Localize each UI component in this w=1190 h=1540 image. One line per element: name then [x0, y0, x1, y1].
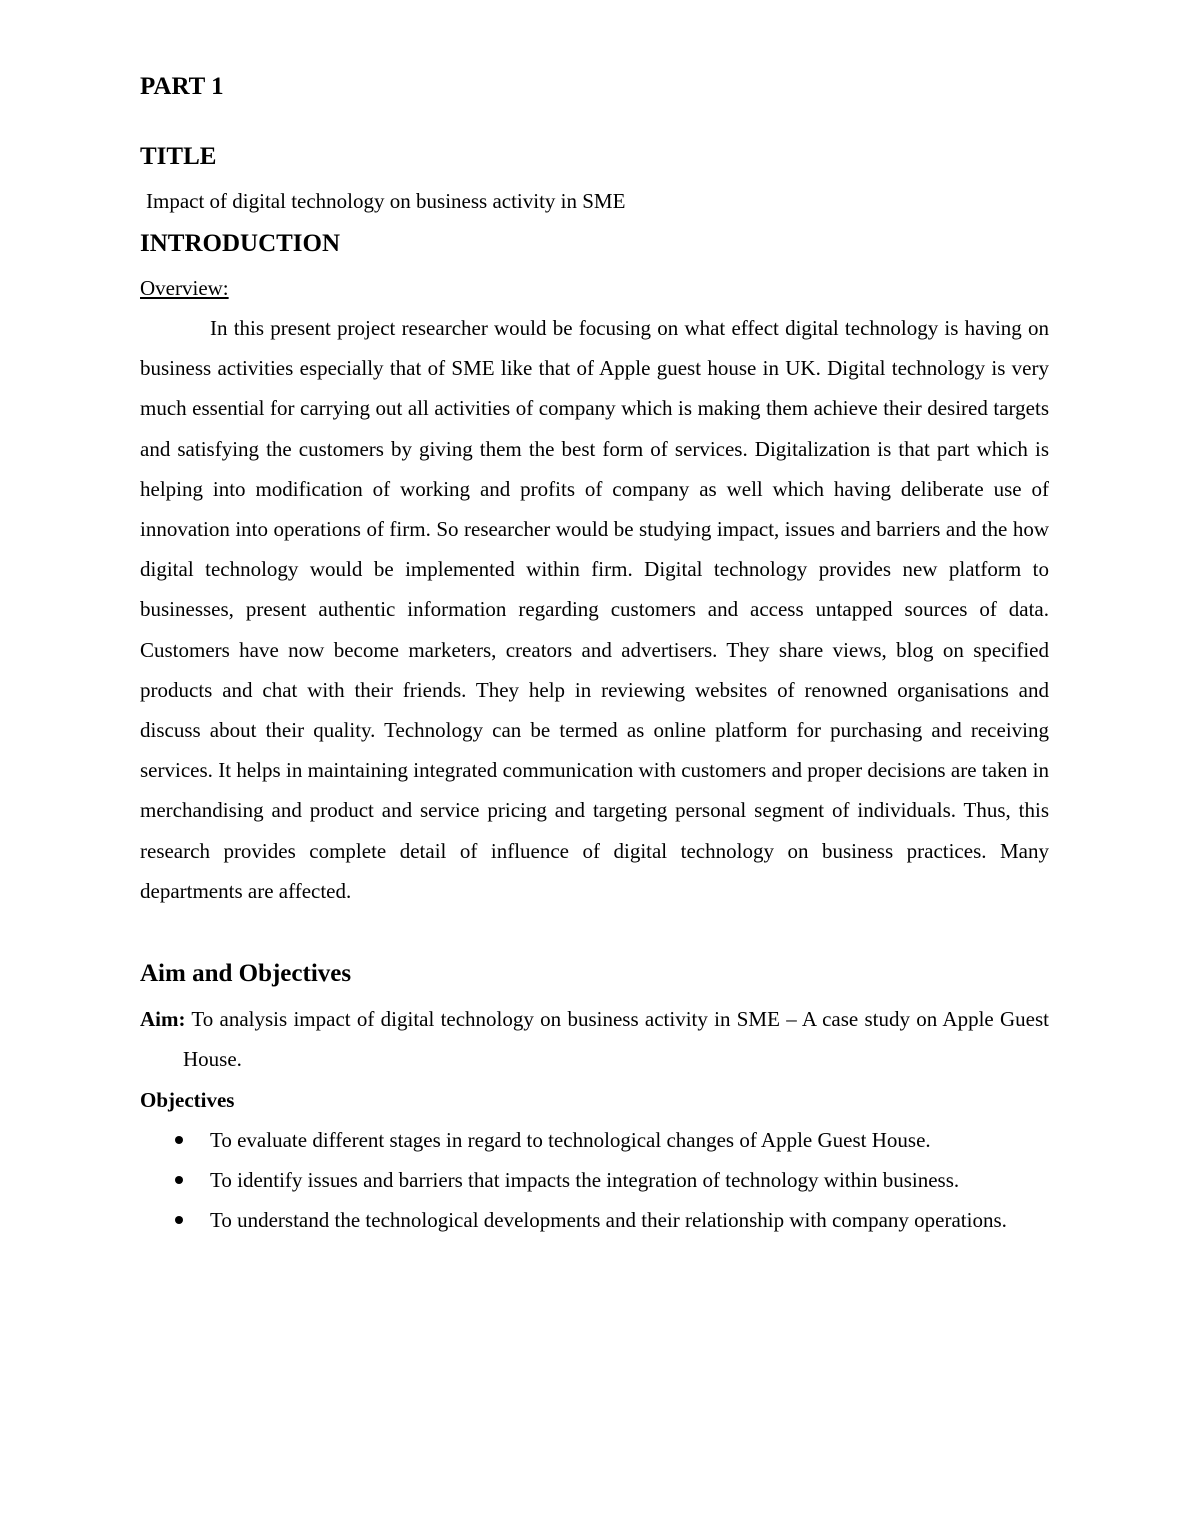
objective-item — [140, 1200, 1049, 1240]
introduction-heading: INTRODUCTION — [140, 230, 341, 257]
title-text: Impact of digital technology on business activity in SME — [146, 189, 626, 213]
objective-text: To identify issues and barriers that impacts the integration of technology within business. — [210, 1168, 960, 1193]
bullet-icon — [175, 1176, 183, 1184]
objectives-list — [140, 1120, 1049, 1241]
objective-item — [140, 1160, 1049, 1200]
bullet-icon — [175, 1136, 183, 1144]
aim-text: To analysis impact of digital technology on business activity in SME – A case study on Apple Guest House. — [183, 1007, 1049, 1072]
bullet-icon — [175, 1216, 183, 1224]
objectives-heading: Objectives — [140, 1088, 235, 1112]
objective-text: To evaluate different stages in regard to technological changes of Apple Guest House. — [210, 1128, 931, 1152]
overview-label: Overview: — [140, 276, 229, 300]
introduction-paragraph: In this present project researcher would be focusing on what effect digital technology is having on business activities especially that of SME like that of Apple guest house in UK. Digital technology is very much essential for carrying out all activities of company which is making them achieve their desired targets and satisfying the customers by giving them the best form of services. Digitalization is that part which is helping into modification of working and profits of company as well which having deliberate use of innovation into operations of firm. So researcher would be studying impact, issues and barriers and the how digital technology would be implemented within firm. Digital technology provides new platform to businesses, present authentic information regarding customers and access untapped sources of data. Customers have now become marketers, creators and advertisers. They share views, blog on specified products and chat with their friends. They help in reviewing websites of renowned organisations and discuss about their quality. Technology can be termed as online platform for purchasing and receiving services. It helps in maintaining integrated communication with customers and proper decisions are taken in merchandising and product and service pricing and targeting personal segment of individuals. Thus, this research provides complete detail of influence of digital technology on business practices. Many departments are affected. — [140, 316, 1049, 903]
aim-label: Aim: — [140, 1007, 186, 1031]
objective-text: To understand the technological developments and their relationship with company operations. — [210, 1208, 1007, 1233]
part-heading: PART 1 — [140, 73, 224, 100]
title-heading: TITLE — [140, 143, 217, 170]
objective-item — [140, 1120, 1049, 1160]
aim-objectives-heading: Aim and Objectives — [140, 960, 352, 987]
aim-paragraph — [140, 999, 1049, 1079]
